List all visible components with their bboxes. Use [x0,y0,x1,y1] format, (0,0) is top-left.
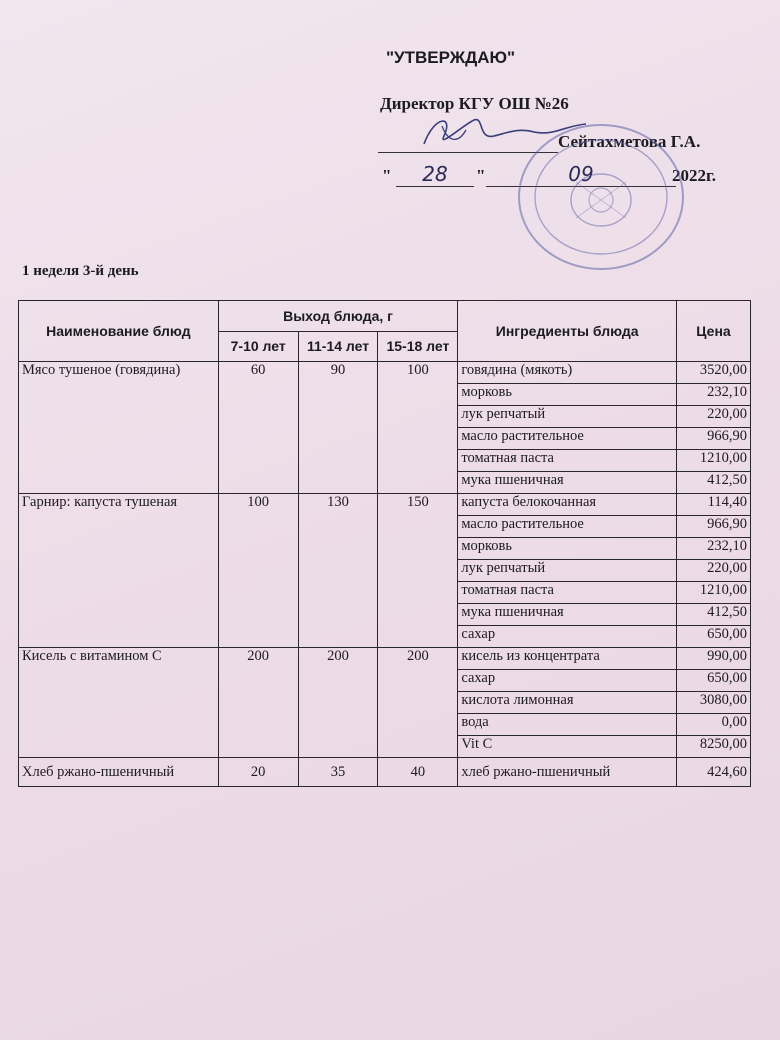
date-month: 09 [486,162,676,187]
ingredient-price: 0,00 [677,714,751,736]
date-year: 2022г. [672,166,717,185]
ingredient-name: сахар [458,670,677,692]
ingredient-price: 966,90 [677,516,751,538]
ingredient-name: кислота лимонная [458,692,677,714]
ingredient-price: 3520,00 [677,362,751,384]
ingredient-price: 8250,00 [677,736,751,758]
ingredient-price: 232,10 [677,538,751,560]
ingredient-price: 114,40 [677,494,751,516]
ingredient-price: 966,90 [677,428,751,450]
ingredient-price: 220,00 [677,406,751,428]
date-close-quote: " [476,166,486,185]
table-row [19,494,751,516]
ingredient-name: морковь [458,538,677,560]
table-row [19,758,751,787]
ingredient-price: 3080,00 [677,692,751,714]
ingredient-name: лук репчатый [458,560,677,582]
header-age-15-18: 15-18 лет [378,331,458,362]
ingredient-price: 412,50 [677,472,751,494]
ingredient-name: хлеб ржано-пшеничный [458,758,677,787]
ingredient-price: 412,50 [677,604,751,626]
date-day: 28 [396,162,474,187]
official-seal-icon [516,122,686,272]
dish-name: Хлеб ржано-пшеничный [19,758,219,787]
ingredient-name: Vit C [458,736,677,758]
ingredient-price: 220,00 [677,560,751,582]
ingredient-price: 1210,00 [677,450,751,472]
ingredient-name: сахар [458,626,677,648]
dish-name: Кисель с витамином С [19,648,219,758]
output-7-10: 60 [218,362,298,494]
ingredient-name: масло растительное [458,516,677,538]
header-ingredients: Ингредиенты блюда [458,301,677,362]
ingredient-price: 232,10 [677,384,751,406]
week-day-label: 1 неделя 3-й день [22,263,139,279]
header-age-11-14: 11-14 лет [298,331,378,362]
header-dish: Наименование блюд [19,301,219,362]
date-open-quote: " [382,166,392,185]
output-15-18: 100 [378,362,458,494]
ingredient-name: морковь [458,384,677,406]
ingredient-price: 650,00 [677,626,751,648]
output-11-14: 200 [298,648,378,758]
menu-table [18,300,751,787]
ingredient-name: мука пшеничная [458,604,677,626]
approve-title: "УТВЕРЖДАЮ" [386,48,516,67]
ingredient-name: вода [458,714,677,736]
ingredient-name: капуста белокочанная [458,494,677,516]
output-7-10: 200 [218,648,298,758]
header-age-7-10: 7-10 лет [218,331,298,362]
ingredient-name: говядина (мякоть) [458,362,677,384]
director-name: Сейтахметова Г.А. [558,132,701,151]
table-row [19,362,751,384]
header-output: Выход блюда, г [218,301,458,332]
ingredient-price: 990,00 [677,648,751,670]
ingredient-name: томатная паста [458,450,677,472]
output-7-10: 20 [218,758,298,787]
output-15-18: 40 [378,758,458,787]
ingredient-price: 650,00 [677,670,751,692]
dish-name: Мясо тушеное (говядина) [19,362,219,494]
ingredient-name: масло растительное [458,428,677,450]
director-role: Директор КГУ ОШ №26 [380,94,569,113]
ingredient-name: лук репчатый [458,406,677,428]
ingredient-price: 1210,00 [677,582,751,604]
output-15-18: 150 [378,494,458,648]
table-row [19,648,751,670]
output-11-14: 130 [298,494,378,648]
header-price: Цена [677,301,751,362]
output-11-14: 90 [298,362,378,494]
ingredient-price: 424,60 [677,758,751,787]
output-11-14: 35 [298,758,378,787]
output-7-10: 100 [218,494,298,648]
ingredient-name: мука пшеничная [458,472,677,494]
ingredient-name: кисель из концентрата [458,648,677,670]
dish-name: Гарнир: капуста тушеная [19,494,219,648]
ingredient-name: томатная паста [458,582,677,604]
output-15-18: 200 [378,648,458,758]
